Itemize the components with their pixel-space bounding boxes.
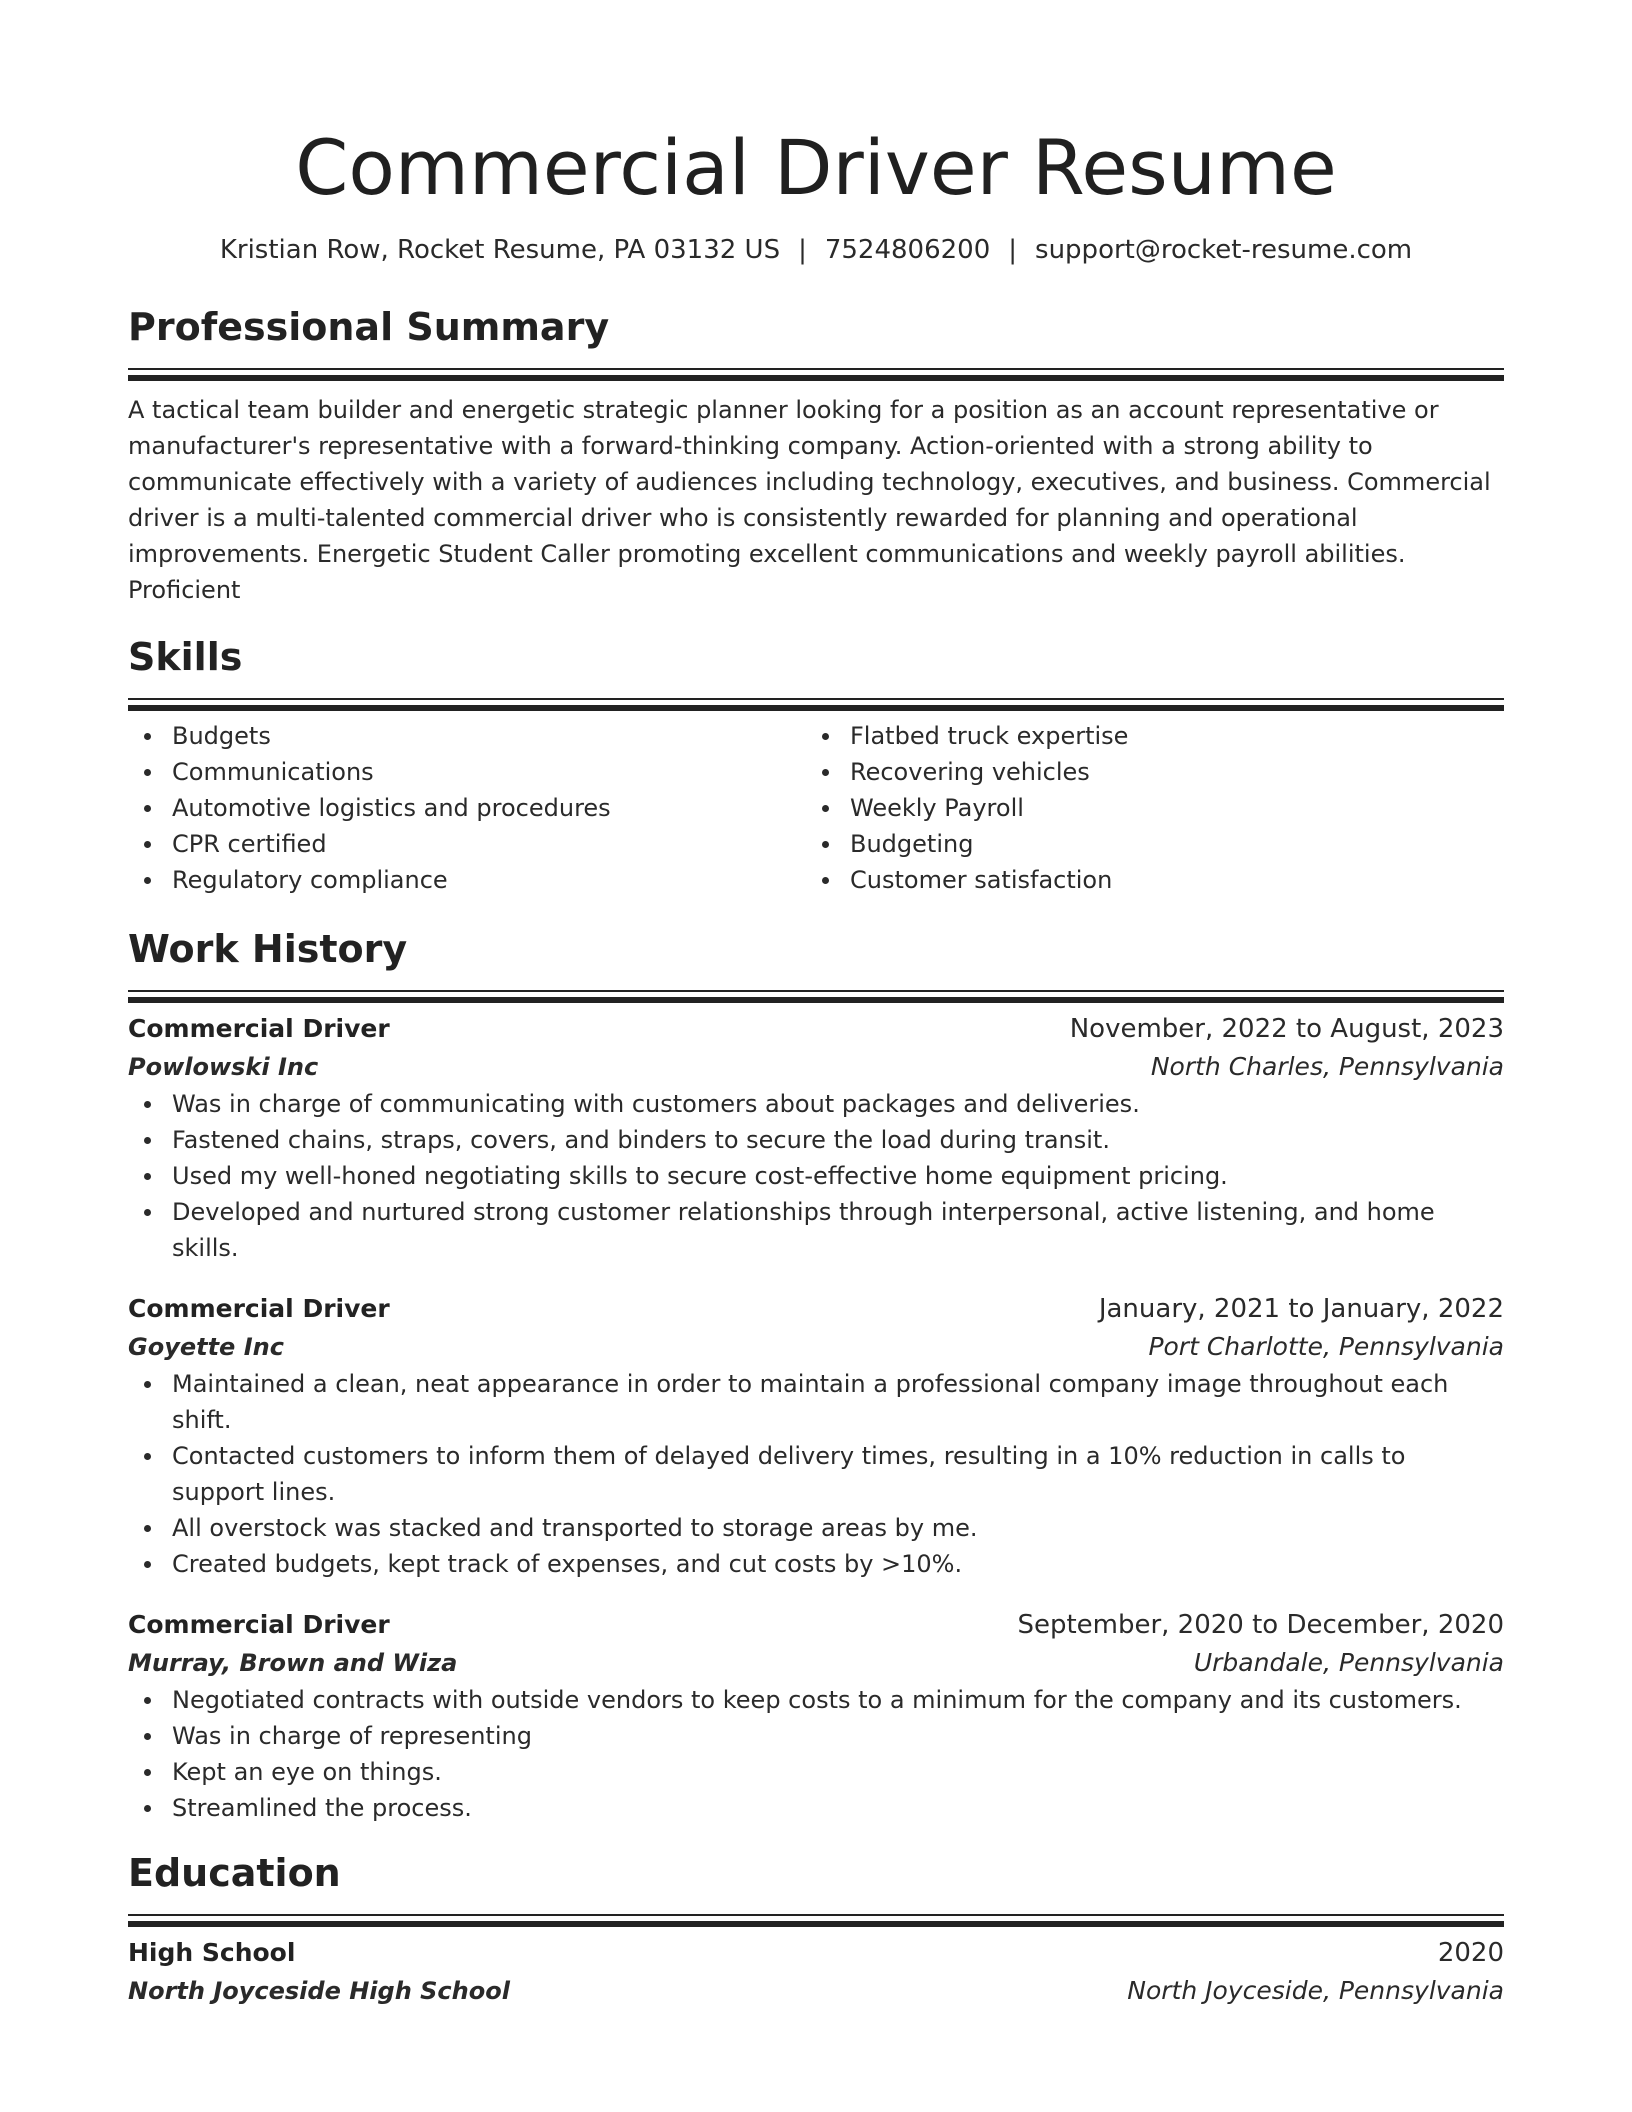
job-duty: Developed and nurtured strong customer relationships through interpersonal, active listening, and home skills. [128, 1194, 1504, 1266]
education-heading: Education [128, 1851, 341, 1895]
skill-item: CPR certified [128, 826, 806, 862]
work-history-heading: Work History [128, 927, 408, 971]
work-history-section [128, 926, 1504, 1826]
job-duty: Streamlined the process. [128, 1790, 1504, 1826]
education-degree: High School [128, 1938, 296, 1967]
job-entry [128, 1606, 1504, 1826]
job-duty: Negotiated contracts with outside vendors to keep costs to a minimum for the company and its customers. [128, 1682, 1504, 1718]
section-divider [128, 990, 1504, 992]
section-divider [128, 368, 1504, 370]
contact-separator: | [1008, 235, 1018, 265]
job-duties [128, 1682, 1504, 1826]
resume-title: Commercial Driver Resume [295, 123, 1337, 212]
section-divider [128, 1914, 1504, 1916]
education-header-row [128, 1934, 1504, 1972]
job-duty: Fastened chains, straps, covers, and binders to secure the load during transit. [128, 1122, 1504, 1158]
job-title: Commercial Driver [128, 1610, 390, 1639]
job-company-row [128, 1048, 1504, 1086]
section-divider [128, 698, 1504, 700]
skill-item: Regulatory compliance [128, 862, 806, 898]
education-school: North Joyceside High School [128, 1977, 510, 2005]
job-duty: Maintained a clean, neat appearance in order to maintain a professional company image throughout each shift. [128, 1366, 1504, 1438]
skill-item: Weekly Payroll [806, 790, 1484, 826]
job-dates: September, 2020 to December, 2020 [1017, 1610, 1504, 1640]
contact-line [128, 234, 1504, 266]
resume-page [128, 0, 1504, 2010]
job-title: Commercial Driver [128, 1294, 390, 1323]
job-duty: Used my well-honed negotiating skills to secure cost-effective home equipment pricing. [128, 1158, 1504, 1194]
job-location: Port Charlotte, Pennsylvania [1148, 1332, 1504, 1361]
education-school-row [128, 1972, 1504, 2010]
job-location: North Charles, Pennsylvania [1150, 1052, 1504, 1081]
job-company: Goyette Inc [128, 1333, 284, 1361]
contact-separator: | [798, 235, 807, 265]
job-duty: Was in charge of representing [128, 1718, 1504, 1754]
contact-email: support@rocket-resume.com [1035, 235, 1413, 265]
job-dates: November, 2022 to August, 2023 [1069, 1014, 1504, 1044]
skills-heading: Skills [128, 635, 243, 679]
skills-column-right [806, 718, 1484, 898]
skill-item: Customer satisfaction [806, 862, 1484, 898]
contact-address: Kristian Row, Rocket Resume, PA 03132 US [219, 235, 781, 265]
job-location: Urbandale, Pennsylvania [1193, 1648, 1504, 1677]
education-location: North Joyceside, Pennsylvania [1127, 1976, 1504, 2005]
education-section [128, 1850, 1504, 2010]
job-company: Murray, Brown and Wiza [128, 1649, 458, 1677]
job-duty: Kept an eye on things. [128, 1754, 1504, 1790]
skill-item: Communications [128, 754, 806, 790]
skill-item: Recovering vehicles [806, 754, 1484, 790]
job-header-row [128, 1606, 1504, 1644]
summary-section [128, 304, 1504, 608]
skill-item: Budgeting [806, 826, 1484, 862]
summary-heading: Professional Summary [128, 305, 610, 349]
job-duty: All overstock was stacked and transported to storage areas by me. [128, 1510, 1504, 1546]
education-entry [128, 1934, 1504, 2010]
skill-item: Flatbed truck expertise [806, 718, 1484, 754]
job-duties [128, 1086, 1504, 1266]
contact-phone: 7524806200 [824, 235, 991, 265]
skill-item: Automotive logistics and procedures [128, 790, 806, 826]
skill-item: Budgets [128, 718, 806, 754]
job-company-row [128, 1644, 1504, 1682]
education-year: 2020 [1437, 1938, 1504, 1968]
job-company-row [128, 1328, 1504, 1366]
job-header-row [128, 1010, 1504, 1048]
skills-list [128, 718, 1504, 898]
job-entry [128, 1010, 1504, 1266]
job-duties [128, 1366, 1504, 1582]
job-duty: Was in charge of communicating with customers about packages and deliveries. [128, 1086, 1504, 1122]
job-title: Commercial Driver [128, 1014, 390, 1043]
skills-section [128, 634, 1504, 898]
summary-text: A tactical team builder and energetic strategic planner looking for a position as an account representative or manufacturer's representative with a forward-thinking company. Action-oriented with a strong ability to communicate effectively with a variety of audiences including technology, executives, and business. Commercial driver is a multi-talented commercial driver who is consistently rewarded for planning and operational improvements. Energetic Student Caller promoting excellent communications and weekly payroll abilities. Proficient [128, 396, 1491, 604]
job-entry [128, 1290, 1504, 1582]
skills-column-left [128, 718, 806, 898]
job-company: Powlowski Inc [128, 1053, 319, 1081]
job-dates: January, 2021 to January, 2022 [1098, 1294, 1504, 1324]
job-header-row [128, 1290, 1504, 1328]
job-duty: Contacted customers to inform them of delayed delivery times, resulting in a 10% reduction in calls to support lines. [128, 1438, 1504, 1510]
job-duty: Created budgets, kept track of expenses, and cut costs by >10%. [128, 1546, 1504, 1582]
